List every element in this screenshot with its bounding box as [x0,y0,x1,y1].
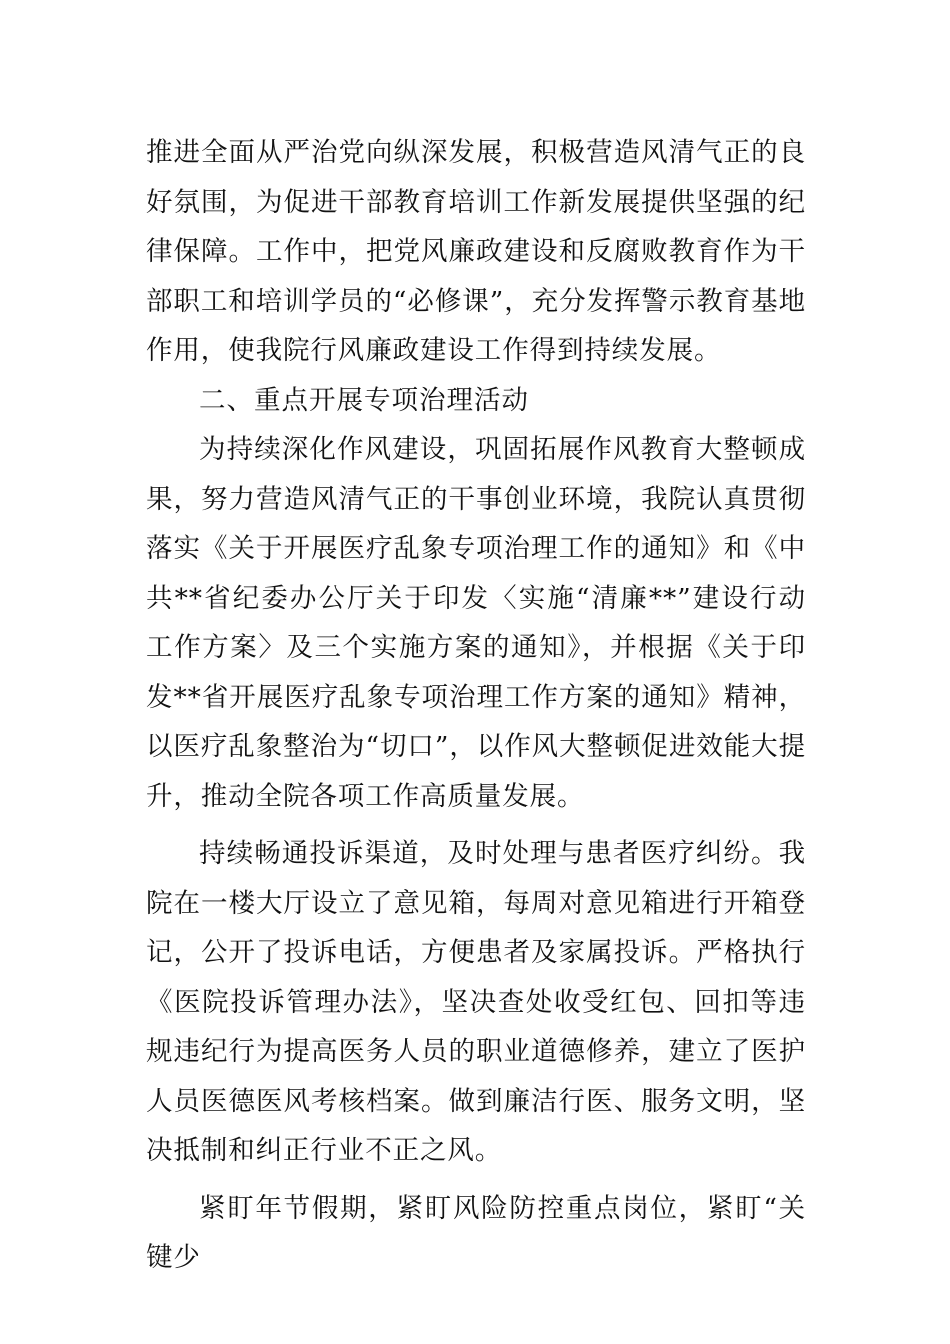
paragraph-complaint-channels: 持续畅通投诉渠道，及时处理与患者医疗纠纷。我院在一楼大厅设立了意见箱，每周对意见箱进行开箱登记，公开了投诉电话，方便患者及家属投诉。严格执行《医院投诉管理办法》，坚决查处收受红包、回扣等违规违纪行为提高医务人员的职业道德修养，建立了医护人员医德医风考核档案。做到廉洁行医、服务文明，坚决抵制和纠正行业不正之风。 [146,838,806,1166]
document-body [146,128,806,1283]
paragraph-holiday-oversight: 紧盯年节假期，紧盯风险防控重点岗位，紧盯“关键少 [146,1192,806,1273]
section-heading: 二、重点开展专项治理活动 [199,384,529,416]
paragraph-continuation: 推进全面从严治党向纵深发展，积极营造风清气正的良好氛围，为促进干部教育培训工作新发展提供坚强的纪律保障。工作中，把党风廉政建设和反腐败教育作为干部职工和培训学员的“必修课”，充分发挥警示教育基地作用，使我院行风廉政建设工作得到持续发展。 [146,137,806,366]
paragraph-special-governance: 为持续深化作风建设，巩固拓展作风教育大整顿成果，努力营造风清气正的干事创业环境，我院认真贯彻落实《关于开展医疗乱象专项治理工作的通知》和《中共**省纪委办公厅关于印发〈实施“清廉**”建设行动工作方案〉及三个实施方案的通知》，并根据《关于印发**省开展医疗乱象专项治理工作方案的通知》精神，以医疗乱象整治为“切口”，以作风大整顿促进效能大提升，推动全院各项工作高质量发展。 [146,434,806,812]
